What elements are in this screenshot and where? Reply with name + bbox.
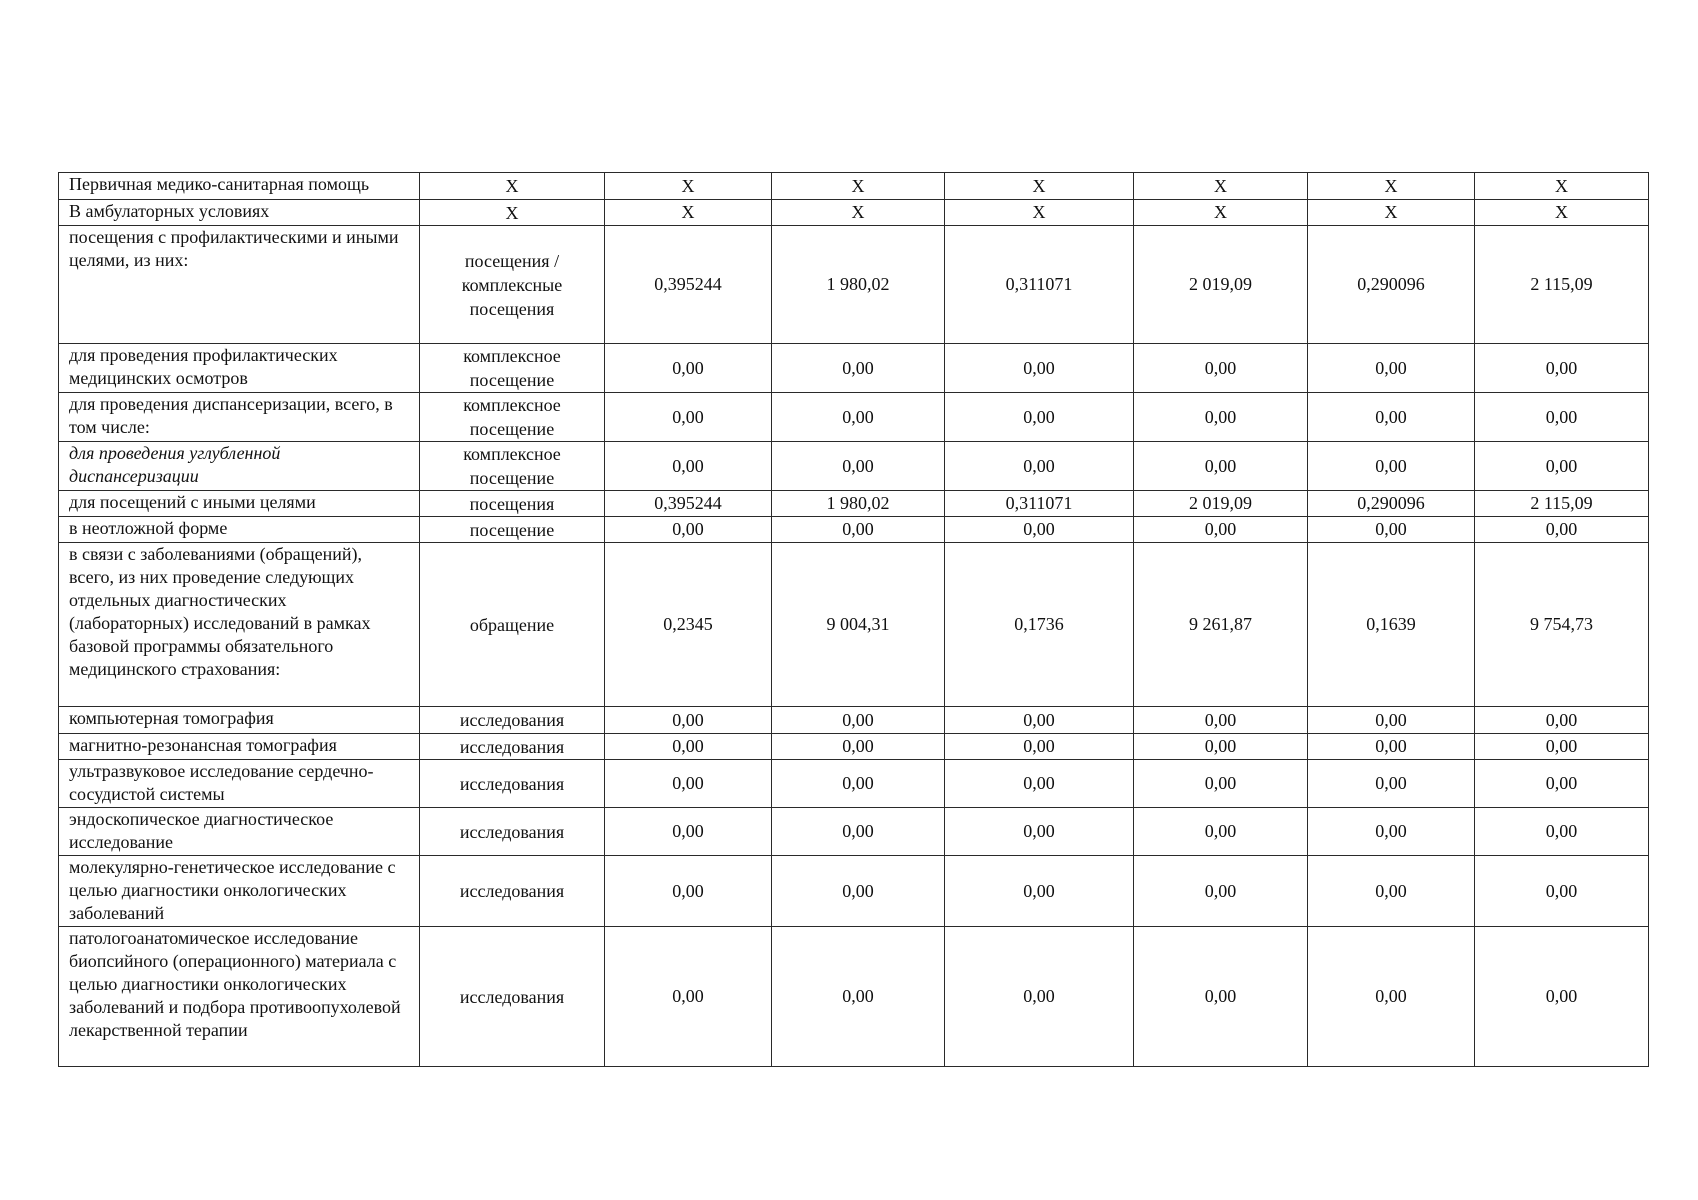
value-cell: 0,00 xyxy=(1475,856,1649,927)
value-cell: 0,00 xyxy=(1134,856,1308,927)
value-cell: 0,00 xyxy=(945,808,1134,856)
table-body xyxy=(59,173,1649,1067)
value-cell: 0,00 xyxy=(1134,927,1308,1067)
unit-cell: обращение xyxy=(420,543,605,707)
unit-cell: комплексное посещение xyxy=(420,442,605,491)
table-row xyxy=(59,393,1649,442)
value-cell: 0,00 xyxy=(1475,707,1649,734)
unit-cell: исследования xyxy=(420,927,605,1067)
value-cell: 2 019,09 xyxy=(1134,491,1308,517)
table-row xyxy=(59,760,1649,808)
value-cell: 0,00 xyxy=(605,393,772,442)
row-name-cell: компьютерная томография xyxy=(59,707,420,734)
table-row xyxy=(59,543,1649,707)
table-row xyxy=(59,173,1649,200)
row-name-cell: для проведения диспансеризации, всего, в том числе: xyxy=(59,393,420,442)
table-row xyxy=(59,734,1649,760)
value-cell: 0,00 xyxy=(1134,760,1308,808)
unit-cell: посещения xyxy=(420,491,605,517)
table-row xyxy=(59,856,1649,927)
value-cell: 0,00 xyxy=(772,808,945,856)
value-cell: Х xyxy=(945,200,1134,226)
table-row xyxy=(59,491,1649,517)
row-name-cell: магнитно-резонансная томография xyxy=(59,734,420,760)
value-cell: 0,00 xyxy=(1134,442,1308,491)
value-cell: 0,00 xyxy=(1308,393,1475,442)
value-cell: 0,00 xyxy=(1475,517,1649,543)
value-cell: 0,00 xyxy=(605,517,772,543)
value-cell: 0,00 xyxy=(1475,393,1649,442)
row-name-cell: патологоанатомическое исследование биопсийного (операционного) материала с целью диагностики онкологических заболеваний и подбора противоопухолевой лекарственной терапии xyxy=(59,927,420,1067)
value-cell: 0,00 xyxy=(605,707,772,734)
value-cell: 0,00 xyxy=(772,856,945,927)
value-cell: 0,00 xyxy=(945,707,1134,734)
value-cell: 0,1639 xyxy=(1308,543,1475,707)
value-cell: Х xyxy=(945,173,1134,200)
unit-cell: Х xyxy=(420,200,605,226)
value-cell: 0,00 xyxy=(945,856,1134,927)
value-cell: 9 004,31 xyxy=(772,543,945,707)
unit-cell: посещения / комплексные посещения xyxy=(420,226,605,344)
value-cell: Х xyxy=(772,200,945,226)
value-cell: 0,00 xyxy=(945,927,1134,1067)
value-cell: 2 115,09 xyxy=(1475,491,1649,517)
table-row xyxy=(59,344,1649,393)
row-name-cell: ультразвуковое исследование сердечно-сосудистой системы xyxy=(59,760,420,808)
table-row xyxy=(59,517,1649,543)
value-cell: Х xyxy=(605,200,772,226)
unit-cell: исследования xyxy=(420,707,605,734)
value-cell: Х xyxy=(1475,200,1649,226)
value-cell: 2 019,09 xyxy=(1134,226,1308,344)
value-cell: 0,00 xyxy=(772,707,945,734)
row-name-cell: посещения с профилактическими и иными целями, из них: xyxy=(59,226,420,344)
value-cell: 0,00 xyxy=(945,760,1134,808)
row-name-cell: Первичная медико-санитарная помощь xyxy=(59,173,420,200)
value-cell: 0,290096 xyxy=(1308,226,1475,344)
value-cell: Х xyxy=(1134,200,1308,226)
table-row xyxy=(59,808,1649,856)
value-cell: 0,00 xyxy=(1308,344,1475,393)
unit-cell: исследования xyxy=(420,856,605,927)
unit-cell: комплексное посещение xyxy=(420,393,605,442)
value-cell: 0,00 xyxy=(772,927,945,1067)
value-cell: 1 980,02 xyxy=(772,226,945,344)
value-cell: Х xyxy=(1308,173,1475,200)
row-name-cell: для посещений с иными целями xyxy=(59,491,420,517)
value-cell: 0,395244 xyxy=(605,491,772,517)
value-cell: 0,00 xyxy=(1308,707,1475,734)
value-cell: 1 980,02 xyxy=(772,491,945,517)
value-cell: 0,00 xyxy=(605,808,772,856)
value-cell: 0,00 xyxy=(1134,344,1308,393)
value-cell: 0,311071 xyxy=(945,226,1134,344)
value-cell: 0,395244 xyxy=(605,226,772,344)
row-name-cell: в неотложной форме xyxy=(59,517,420,543)
row-name-cell: для проведения профилактических медицинских осмотров xyxy=(59,344,420,393)
value-cell: Х xyxy=(772,173,945,200)
value-cell: 0,00 xyxy=(1475,734,1649,760)
value-cell: 0,00 xyxy=(605,856,772,927)
value-cell: 0,00 xyxy=(1475,344,1649,393)
table-row xyxy=(59,226,1649,344)
value-cell: 0,00 xyxy=(1475,442,1649,491)
table-row xyxy=(59,200,1649,226)
value-cell: 0,00 xyxy=(1134,734,1308,760)
unit-cell: Х xyxy=(420,173,605,200)
value-cell: 0,00 xyxy=(945,442,1134,491)
value-cell: 0,00 xyxy=(1308,808,1475,856)
row-name-cell: В амбулаторных условиях xyxy=(59,200,420,226)
table-row xyxy=(59,927,1649,1067)
value-cell: 0,00 xyxy=(1134,808,1308,856)
row-name-cell: в связи с заболеваниями (обращений), всего, из них проведение следующих отдельных диагностических (лабораторных) исследований в рамках базовой программы обязательного медицинского страхования: xyxy=(59,543,420,707)
value-cell: 0,00 xyxy=(605,927,772,1067)
value-cell: 0,311071 xyxy=(945,491,1134,517)
value-cell: 0,00 xyxy=(1475,927,1649,1067)
value-cell: 0,00 xyxy=(605,442,772,491)
unit-cell: исследования xyxy=(420,760,605,808)
value-cell: 0,00 xyxy=(1475,760,1649,808)
value-cell: 0,00 xyxy=(1475,808,1649,856)
value-cell: 0,00 xyxy=(1308,856,1475,927)
value-cell: 2 115,09 xyxy=(1475,226,1649,344)
value-cell: 0,00 xyxy=(1134,393,1308,442)
table-row xyxy=(59,707,1649,734)
value-cell: Х xyxy=(1308,200,1475,226)
value-cell: 0,00 xyxy=(945,734,1134,760)
row-name-cell: для проведения углубленной диспансеризации xyxy=(59,442,420,491)
unit-cell: исследования xyxy=(420,734,605,760)
value-cell: 0,00 xyxy=(605,344,772,393)
value-cell: 0,00 xyxy=(1308,517,1475,543)
value-cell: 0,00 xyxy=(772,760,945,808)
value-cell: 0,2345 xyxy=(605,543,772,707)
unit-cell: посещение xyxy=(420,517,605,543)
unit-cell: комплексное посещение xyxy=(420,344,605,393)
unit-cell: исследования xyxy=(420,808,605,856)
value-cell: 0,290096 xyxy=(1308,491,1475,517)
value-cell: 0,00 xyxy=(945,393,1134,442)
norms-table xyxy=(58,172,1649,1067)
value-cell: 0,00 xyxy=(772,344,945,393)
row-name-cell: эндоскопическое диагностическое исследование xyxy=(59,808,420,856)
value-cell: 0,00 xyxy=(1308,734,1475,760)
value-cell: 0,00 xyxy=(605,760,772,808)
value-cell: Х xyxy=(605,173,772,200)
value-cell: 0,00 xyxy=(772,442,945,491)
table-row xyxy=(59,442,1649,491)
value-cell: 0,00 xyxy=(772,393,945,442)
value-cell: Х xyxy=(1134,173,1308,200)
value-cell: 0,00 xyxy=(945,517,1134,543)
value-cell: 0,00 xyxy=(605,734,772,760)
value-cell: 0,00 xyxy=(772,517,945,543)
value-cell: 0,00 xyxy=(772,734,945,760)
value-cell: 9 261,87 xyxy=(1134,543,1308,707)
value-cell: 0,00 xyxy=(1134,517,1308,543)
value-cell: 0,00 xyxy=(1134,707,1308,734)
value-cell: 0,00 xyxy=(945,344,1134,393)
value-cell: 0,00 xyxy=(1308,927,1475,1067)
row-name-cell: молекулярно-генетическое исследование с целью диагностики онкологических заболеваний xyxy=(59,856,420,927)
value-cell: 0,00 xyxy=(1308,760,1475,808)
value-cell: 0,00 xyxy=(1308,442,1475,491)
value-cell: 0,1736 xyxy=(945,543,1134,707)
value-cell: 9 754,73 xyxy=(1475,543,1649,707)
value-cell: Х xyxy=(1475,173,1649,200)
